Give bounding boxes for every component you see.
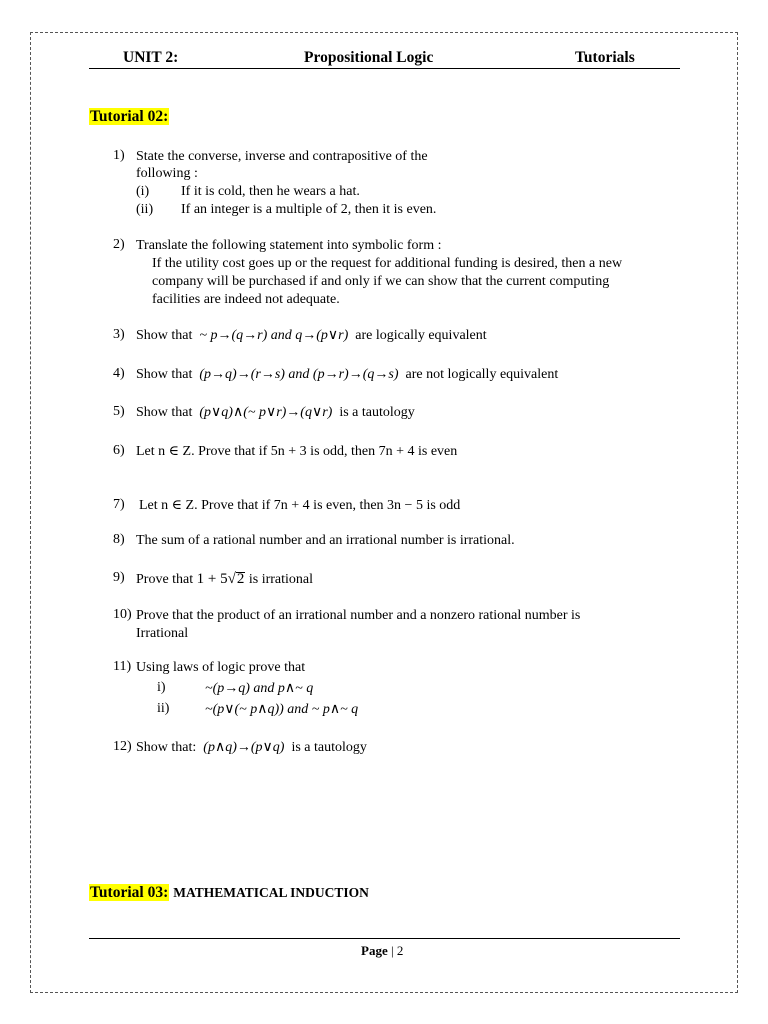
q6-text: Let n ∈ Z. Prove that if 5n + 3 is odd, then 7n + 4 is even xyxy=(136,444,458,459)
q1-ii-label: (ii) xyxy=(136,202,154,217)
q9-expression xyxy=(197,571,246,587)
q1-i-text: If it is cold, then he wears a hat. xyxy=(181,184,360,199)
q7-text: Let n ∈ Z. Prove that if 7n + 4 is even, then 3n − 5 is odd xyxy=(139,498,461,513)
q4-post: are not logically equivalent xyxy=(405,367,559,382)
q3-statement xyxy=(136,327,487,345)
footer-page-number: 2 xyxy=(396,943,404,958)
q4-statement xyxy=(136,366,558,384)
q1-line1: State the converse, inverse and contrapositive of the xyxy=(136,149,428,164)
q9-pre: Prove that xyxy=(136,572,194,587)
q11-ii-label: ii) xyxy=(157,701,170,716)
footer-page-label: Page xyxy=(361,943,388,958)
q2-line2: If the utility cost goes up or the request for additional funding is desired, then a new xyxy=(152,256,623,271)
tutorial-02-label: Tutorial 02: xyxy=(90,108,169,125)
tutorial-03-label: Tutorial 03: xyxy=(90,884,169,901)
q1-number: 1) xyxy=(113,148,125,163)
q8-text: The sum of a rational number and an irrational number is irrational. xyxy=(136,533,515,548)
q5-post: is a tautology xyxy=(339,405,415,420)
header-rule xyxy=(89,68,680,69)
q10-number: 10) xyxy=(113,607,132,622)
q3-post: are logically equivalent xyxy=(355,328,487,343)
q11-number: 11) xyxy=(113,659,132,674)
q12-post: is a tautology xyxy=(291,740,367,755)
footer-rule xyxy=(89,938,680,939)
q11-i-label: i) xyxy=(157,680,166,695)
q9-number: 9) xyxy=(113,570,125,585)
q4-number: 4) xyxy=(113,366,125,381)
q1-i-label: (i) xyxy=(136,184,150,199)
q5-pre: Show that xyxy=(136,405,193,420)
sqrt-icon: √ xyxy=(227,571,236,587)
q9-post: is irrational xyxy=(248,572,314,587)
q9-expr-a: 1 + 5 xyxy=(196,571,228,587)
q12-pre: Show that: xyxy=(136,740,197,755)
q9-radicand: 2 xyxy=(236,571,245,587)
q5-number: 5) xyxy=(113,404,125,419)
page-title: Propositional Logic xyxy=(304,49,434,66)
q10-line1: Prove that the product of an irrational number and a nonzero rational number is xyxy=(136,608,581,623)
tutorial-02-heading xyxy=(89,108,169,126)
unit-label: UNIT 2: xyxy=(123,49,179,66)
q2-line4: facilities are indeed not adequate. xyxy=(152,292,340,307)
q4-expression: (p→q)→(r→s) and (p→r)→(q→s) xyxy=(199,367,399,382)
q2-line1: Translate the following statement into symbolic form : xyxy=(136,238,442,253)
q12-expression: (p∧q)→(p∨q) xyxy=(203,740,285,755)
q2-line3: company will be purchased if and only if we can show that the current computing xyxy=(152,274,610,289)
q3-number: 3) xyxy=(113,327,125,342)
q3-pre: Show that xyxy=(136,328,193,343)
q5-expression: (p∨q)∧(~ p∨r)→(q∨r) xyxy=(199,405,333,420)
q1-line2: following : xyxy=(136,166,198,181)
page-footer xyxy=(361,943,403,959)
q10-line2: Irrational xyxy=(136,626,189,641)
q12-statement xyxy=(136,739,367,757)
q2-number: 2) xyxy=(113,237,125,252)
q11-ii-expression: ~(p∨(~ p∧q)) and ~ p∧~ q xyxy=(205,702,359,717)
q6-number: 6) xyxy=(113,443,125,458)
tutorial-03-title: MATHEMATICAL INDUCTION xyxy=(173,885,369,900)
q11-text: Using laws of logic prove that xyxy=(136,660,306,675)
header-right: Tutorials xyxy=(575,49,635,66)
q1-ii-text: If an integer is a multiple of 2, then it is even. xyxy=(181,202,437,217)
q9-statement xyxy=(136,570,313,589)
tutorial-03-heading xyxy=(89,884,369,902)
q12-number: 12) xyxy=(113,739,132,754)
footer-separator: | xyxy=(390,943,394,958)
q7-number: 7) xyxy=(113,497,125,512)
q4-pre: Show that xyxy=(136,367,193,382)
q3-expression: ~ p→(q→r) and q→(p∨r) xyxy=(199,328,349,343)
q8-number: 8) xyxy=(113,532,125,547)
q5-statement xyxy=(136,404,415,422)
q11-i-expression: ~(p→q) and p∧~ q xyxy=(205,681,314,696)
